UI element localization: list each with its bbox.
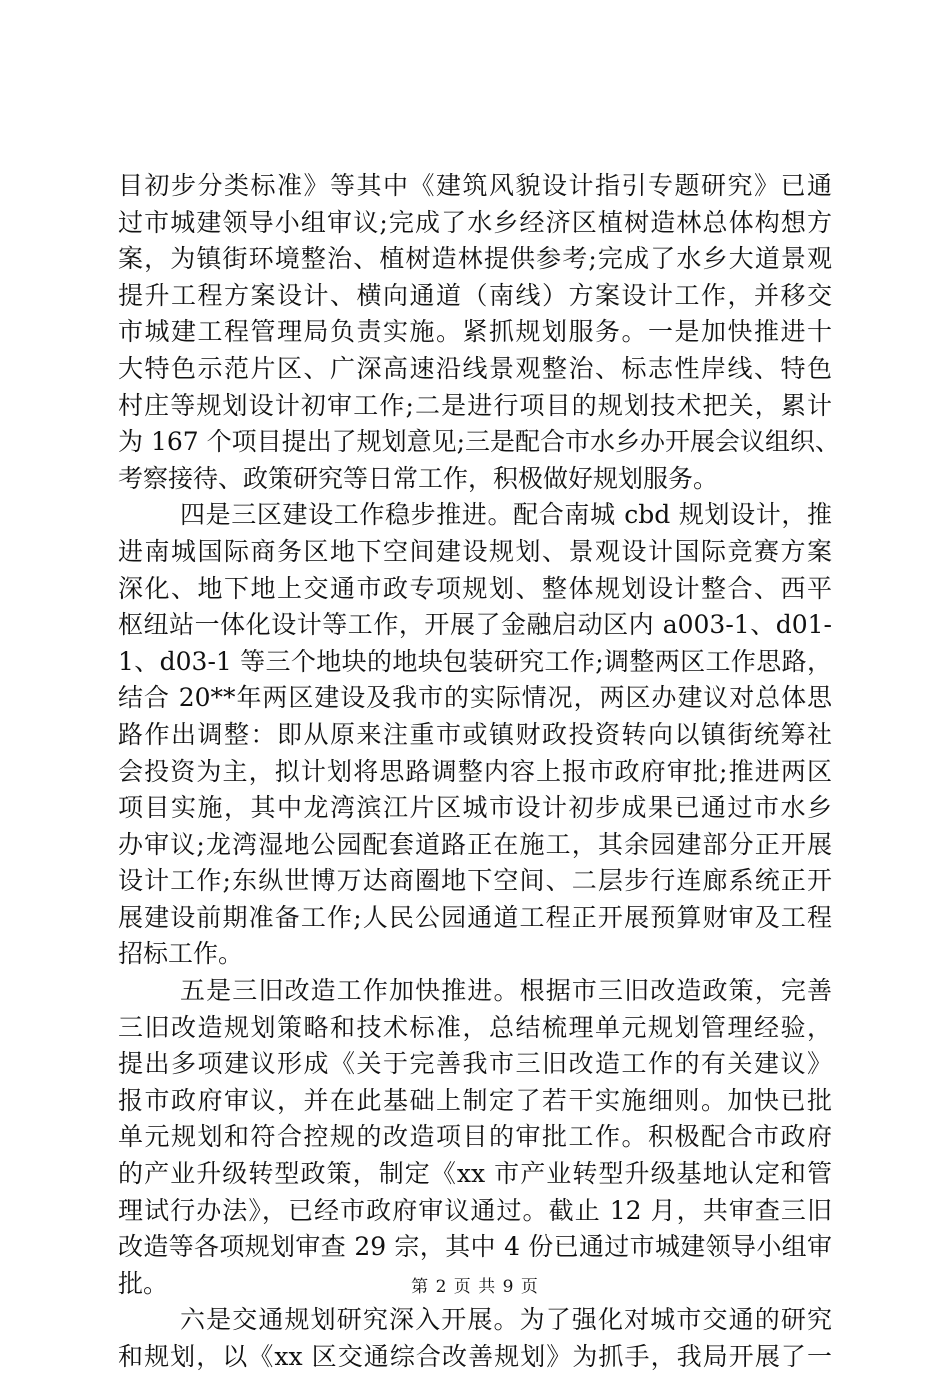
text-line: 进南城国际商务区地下空间建设规划、景观设计国际竞赛方案 — [118, 536, 832, 566]
text-line: 大特色示范片区、广深高速沿线景观整治、标志性岸线、特色 — [118, 353, 832, 383]
text-line: 提出多项建议形成《关于完善我市三旧改造工作的有关建议》 — [118, 1049, 832, 1079]
text-line: 为 167 个项目提出了规划意见;三是配合市水乡办开展会议组织、 — [118, 427, 841, 457]
text-line: 六是交通规划研究深入开展。为了强化对城市交通的研究 — [180, 1305, 832, 1335]
paragraph-four — [118, 497, 832, 973]
text-line: 市城建工程管理局负责实施。紧抓规划服务。一是加快推进十 — [118, 317, 832, 347]
paragraph-six — [118, 1302, 832, 1375]
text-line: 单元规划和符合控规的改造项目的审批工作。积极配合市政府 — [118, 1122, 832, 1152]
text-line: 和规划，以《xx 区交通综合改善规划》为抓手，我局开展了一 — [118, 1342, 832, 1371]
text-line: 枢纽站一体化设计等工作，开展了金融启动区内 a003-1、d01- — [118, 610, 832, 640]
text-line: 路作出调整：即从原来注重市或镇财政投资转向以镇街统筹社 — [118, 719, 832, 749]
text-line: 考察接待、政策研究等日常工作，积极做好规划服务。 — [118, 463, 719, 493]
text-line: 五是三旧改造工作加快推进。根据市三旧改造政策，完善 — [180, 976, 832, 1006]
text-line: 村庄等规划设计初审工作;二是进行项目的规划技术把关，累计 — [118, 390, 832, 420]
text-line: 的产业升级转型政策，制定《xx 市产业转型升级基地认定和管 — [118, 1159, 832, 1189]
body-text — [118, 168, 841, 1376]
text-line: 批。 — [118, 1268, 169, 1298]
text-line: 1、d03-1 等三个地块的地块包装研究工作;调整两区工作思路， — [118, 646, 832, 676]
text-line: 过市城建领导小组审议;完成了水乡经济区植树造林总体构想方 — [118, 207, 832, 237]
text-line: 四是三区建设工作稳步推进。配合南城 cbd 规划设计，推 — [180, 500, 832, 530]
text-line: 结合 20**年两区建设及我市的实际情况，两区办建议对总体思 — [118, 683, 832, 713]
text-line: 设计工作;东纵世博万达商圈地下空间、二层步行连廊系统正开 — [118, 866, 832, 896]
text-line: 三旧改造规划策略和技术标准，总结梳理单元规划管理经验， — [118, 1012, 832, 1042]
page-footer: 第 2 页 共 9 页 — [411, 1277, 539, 1297]
text-line: 目初步分类标准》等其中《建筑风貌设计指引专题研究》已通 — [118, 171, 832, 200]
paragraph-continued — [118, 168, 841, 497]
text-line: 报市政府审议，并在此基础上制定了若干实施细则。加快已批 — [118, 1085, 832, 1115]
paragraph-five — [118, 973, 832, 1302]
text-line: 案，为镇街环境整治、植树造林提供参考;完成了水乡大道景观 — [118, 244, 832, 274]
text-line: 会投资为主，拟计划将思路调整内容上报市政府审批;推进两区 — [118, 756, 832, 786]
text-line: 展建设前期准备工作;人民公园通道工程正开展预算财审及工程 — [118, 902, 832, 932]
text-line: 改造等各项规划审查 29 宗，其中 4 份已通过市城建领导小组审 — [118, 1232, 832, 1262]
text-line: 办审议;龙湾湿地公园配套道路正在施工，其余园建部分正开展 — [118, 829, 832, 859]
text-line: 项目实施，其中龙湾滨江片区城市设计初步成果已通过市水乡 — [118, 793, 832, 823]
text-line: 深化、地下地上交通市政专项规划、整体规划设计整合、西平 — [118, 573, 832, 603]
text-line: 提升工程方案设计、横向通道（南线）方案设计工作，并移交 — [118, 280, 832, 310]
text-line: 招标工作。 — [118, 939, 244, 969]
text-line: 理试行办法》，已经市政府审议通过。截止 12 月，共审查三旧 — [118, 1195, 832, 1225]
